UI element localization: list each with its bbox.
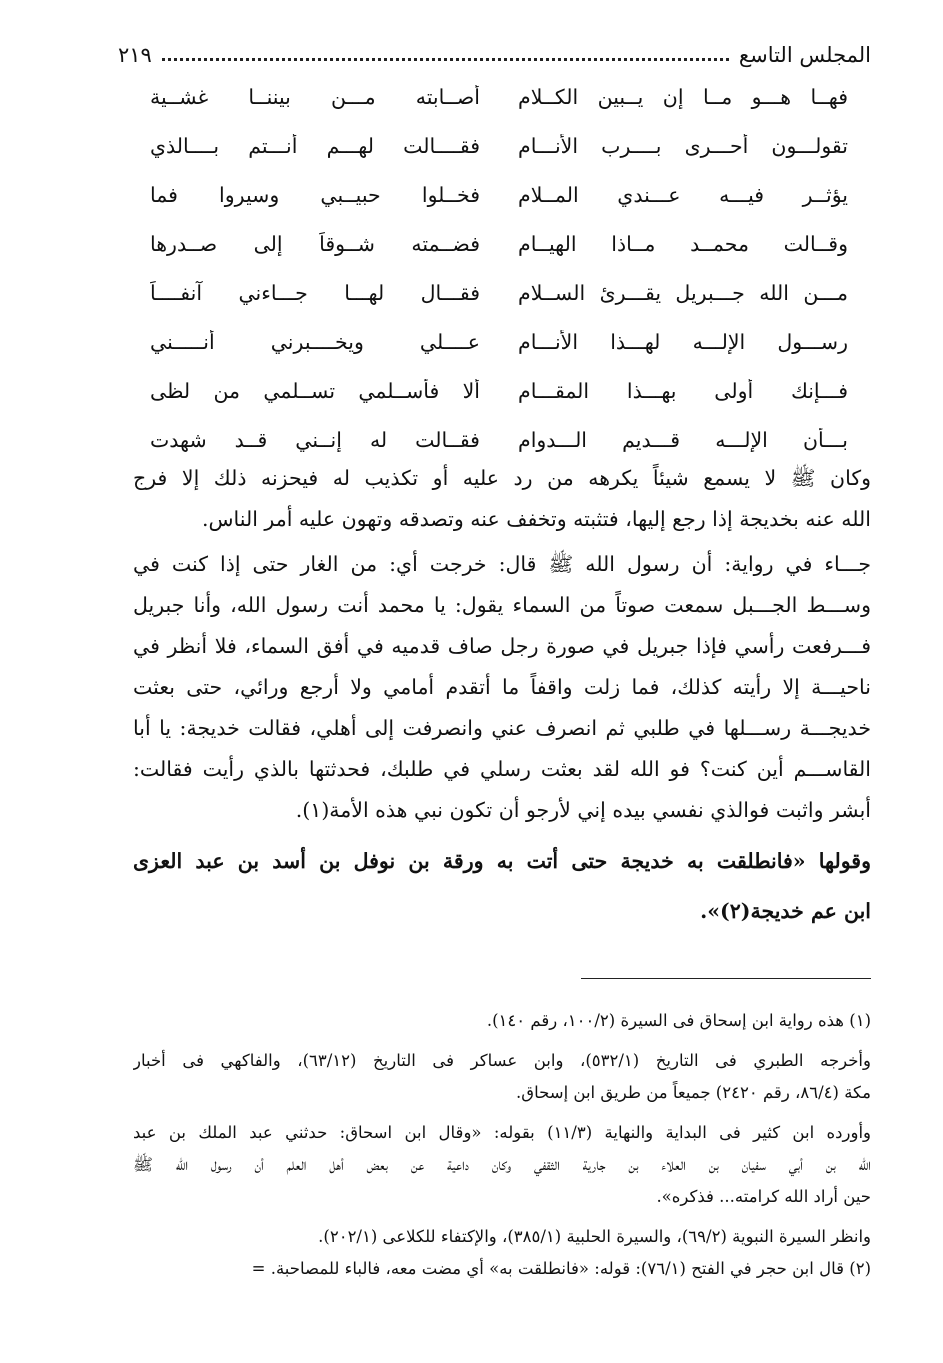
footnote-separator bbox=[581, 978, 871, 979]
verse-row bbox=[150, 72, 848, 121]
verse-second-hemistich: فهــا هـــو مــا إن يــبين الكــلام bbox=[518, 84, 848, 109]
verse-first-hemistich: فضــمته شــوقاً إلى صــدرها bbox=[150, 231, 480, 256]
header-dotted-leader bbox=[162, 58, 729, 61]
verse-second-hemistich: يؤثــر فيـــه عـــندي المــلام bbox=[518, 182, 848, 207]
paragraph-narration bbox=[133, 544, 871, 831]
verse-row bbox=[150, 317, 848, 366]
verse-row bbox=[150, 268, 848, 317]
footnotes bbox=[133, 1005, 871, 1285]
footnote-line: حين أراد الله كرامته... فذكره». bbox=[656, 1187, 871, 1206]
footnote-line: الله بن أبي سفيان بن العلاء بن جارية الثقفي وكان داعية عن بعض أهل العلم أن رسول الله ﷺ bbox=[133, 1155, 871, 1174]
verse-first-hemistich: فقــالت له إنــني قــد شهدت bbox=[150, 427, 480, 452]
footnote-line: وأخرجه الطبري فى التاريخ (٥٣٢/١)، وابن عساكر فى التاريخ (٦٣/١٢)، والفاكهي فى أخبار bbox=[133, 1051, 871, 1070]
text-line: فـــرفعت رأسي فإذا جبريل في صورة رجل صاف قدميه في أفق السماء، فلا أنظر في bbox=[133, 634, 871, 658]
page-header bbox=[118, 38, 871, 72]
verse-first-hemistich: فقـــال لهـــا جـــاءني آنفــــاً bbox=[150, 280, 480, 305]
verse-row bbox=[150, 415, 848, 464]
text-line: وقولها «فانطلقت به خديجة حتى أتت به ورقة بن نوفل بن أسد بن عبد العزى bbox=[133, 849, 871, 873]
verse-row bbox=[150, 170, 848, 219]
verse-row bbox=[150, 366, 848, 415]
verse-second-hemistich: وقــالت محمــد مــاذا الهيــام bbox=[518, 231, 848, 256]
footnote-line: وأورده ابن كثير فى البداية والنهاية (١١/٣) بقوله: «وقال ابن اسحاق: حدثني عبد الملك بن عبد bbox=[133, 1123, 871, 1142]
footnote-line: وانظر السيرة النبوية (٦٩/٢)، والسيرة الحلبية (٣٨٥/١)، والإكتفاء للكلاعى (٢٠٢/١). bbox=[318, 1227, 871, 1246]
text-line: القاســـم أين كنت؟ فو الله لقد بعثت رسلي في طلبك، فحدثتها بالذي رأيت فقالت: bbox=[133, 757, 871, 781]
verse-row bbox=[150, 219, 848, 268]
verse-second-hemistich: رســـول الإلـــه لهـــذا الأنـــام bbox=[518, 329, 848, 354]
text-line: وكان ﷺ لا يسمع شيئاً يكرهه من رد عليه أو تكذيب له فيحزنه ذلك إلا فرج bbox=[133, 466, 871, 490]
text-line: الله عنه بخديجة إذا رجع إليها، فتثبته وتخفف عنه وتصدقه وتهون عليه أمر الناس. bbox=[201, 507, 871, 531]
text-line: ابن عم خديجة(٢)». bbox=[700, 899, 871, 923]
verse-second-hemistich: مـــن الله جـــبريل يقـــرئ الســلام bbox=[518, 280, 848, 305]
verse-first-hemistich: ألا فأســلمي تســلمي من لظى bbox=[150, 378, 480, 403]
chapter-title: المجلس التاسع bbox=[738, 43, 871, 67]
text-line: أبشر واثبت فوالذي نفسي بيده إني لأرجو أن تكون نبي هذه الأمة(١). bbox=[295, 798, 871, 822]
verse-first-hemistich: فقــــالت لهـــم أنـــتم بــــالذي bbox=[150, 133, 480, 158]
poem-verses bbox=[150, 72, 848, 464]
text-line: خديجـــة رســـلها في طلبي ثم انصرف عني وانصرفت إلى أهلي، فقالت خديجة: يا أبا bbox=[133, 716, 871, 740]
verse-row bbox=[150, 121, 848, 170]
footnote-line: (١) هذه رواية ابن إسحاق فى السيرة (١٠٠/٢، رقم ١٤٠). bbox=[486, 1011, 871, 1030]
verse-second-hemistich: تقولـــون أحـــرى بــــرب الأنـــام bbox=[518, 133, 848, 158]
paragraph-prophet-comfort bbox=[133, 458, 871, 540]
verse-second-hemistich: بـــأن الإلـــه قـــديم الـــدوام bbox=[518, 427, 848, 452]
text-line: جـــاء في رواية: أن رسول الله ﷺ قال: خرجت أي: من الغار حتى إذا كنت في bbox=[133, 552, 871, 576]
page-number: ٢١٩ bbox=[118, 43, 152, 67]
verse-first-hemistich: عــــلي ويخــــبرني أنـــــني bbox=[150, 329, 480, 354]
verse-first-hemistich: أصــابته مـــن بيننــا غشــية bbox=[150, 84, 480, 109]
footnote-line: (٢) قال ابن حجر في الفتح (٧٦/١): قوله: «فانطلقت به» أي مضت معه، فالباء للمصاحبة. = bbox=[251, 1259, 871, 1278]
verse-second-hemistich: فـــإنك أولى بهـــذا المقـــام bbox=[518, 378, 848, 403]
text-line: وســـط الجـــبل سمعت صوتاً من السماء يقول: يا محمد أنت رسول الله، وأنا جبريل bbox=[133, 593, 871, 617]
text-line: ناحيـــة إلا رأيته كذلك، فما زلت واقفاً ما أتقدم أمامي ولا أرجع ورائي، حتى بعثت bbox=[133, 675, 871, 699]
paragraph-quotation bbox=[133, 836, 871, 936]
footnote-line: مكة (٨٦/٤، رقم ٢٤٢٠) جميعاً من طريق ابن إسحاق. bbox=[516, 1083, 871, 1102]
verse-first-hemistich: فخــلوا حبيــبي وسيروا فما bbox=[150, 182, 480, 207]
